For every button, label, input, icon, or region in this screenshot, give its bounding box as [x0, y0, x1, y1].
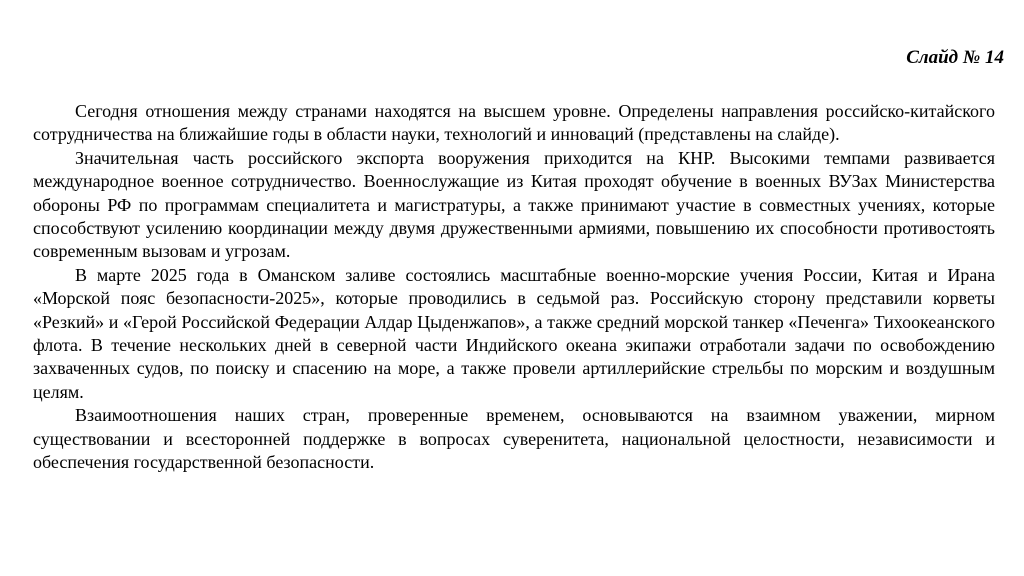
slide-number-label: Слайд № 14 [906, 47, 1004, 68]
paragraph-military-cooperation: Значительная часть российского экспорта вооружения приходится на КНР. Высокими темпами развивается международное военное сотрудничество. Военнослужащие из Китая проходят обучение в военных ВУЗах Министерства обороны РФ по программам специалитета и магистратуры, а также принимают участие в совместных учениях, которые способствуют усилению координации между двумя дружественными армиями, повышению их способности противостоять современным вызовам и угрозам. [33, 147, 995, 262]
paragraph-relations-level: Сегодня отношения между странами находятся на высшем уровне. Определены направления российско-китайского сотрудничества на ближайшие годы в области науки, технологий и инноваций (представлены на слайде). [33, 101, 995, 145]
paragraph-mutual-respect: Взаимоотношения наших стран, проверенные временем, основываются на взаимном уважении, мирном существовании и всесторонней поддержке в вопросах суверенитета, национальной целостности, независимости и обеспечения государственной безопасности. [33, 405, 995, 473]
slide-body-text [33, 100, 995, 475]
paragraph-naval-exercises: В марте 2025 года в Оманском заливе состоялись масштабные военно-морские учения России, Китая и Ирана «Морской пояс безопасности-2025», которые проводились в седьмой раз. Российскую сторону представили корветы «Резкий» и «Герой Российской Федерации Алдар Цыденжапов», а также средний морской танкер «Печенга» Тихоокеанского флота. В течение нескольких дней в северной части Индийского океана экипажи отработали задачи по освобождению захваченных судов, по поиску и спасению на море, а также провели артиллерийские стрельбы по морским и воздушным целям. [33, 264, 995, 402]
